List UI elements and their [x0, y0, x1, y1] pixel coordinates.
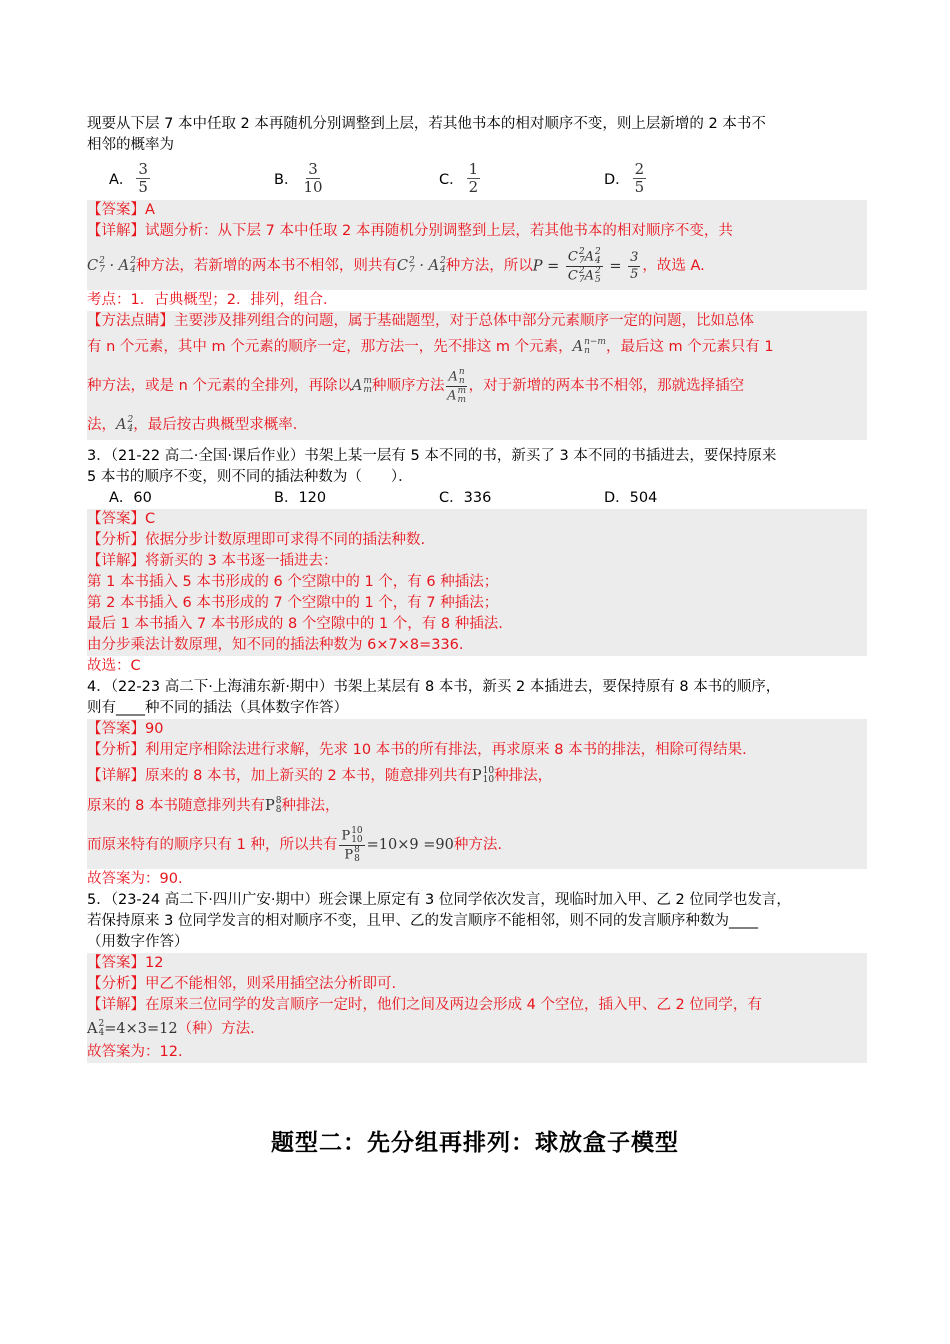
q5-detail-line2: A 2 4 =4×3=12 （种）方法. [87, 1018, 255, 1038]
q2-method-block [87, 311, 867, 440]
q3-conclusion: 故选：C [87, 658, 141, 674]
q2-solution-block [87, 200, 867, 290]
q2-detail-line2: C 2 7 · A 2 4 种方法，若新增的两本书不相邻，则共有 C 2 7 · A 2 4 种方法，所以 P = C 2 7 A 2 4 C 2 7 A 2 5 = $\frac{3}{5}$ ，故选 A. [87, 246, 705, 285]
q2-option-b: B． $\frac{3}{10}$ [274, 159, 323, 196]
q3-line-4: 由分步乘法计数原理，知不同的插法种数为 6×7×8=336. [87, 637, 464, 653]
section-heading: 题型二：先分组再排列：球放盒子模型 [271, 1130, 679, 1156]
a-4-2-result-formula: A 2 4 =4×3=12 [87, 1018, 178, 1038]
q2-option-a: A． $\frac{3}{5}$ [109, 159, 148, 196]
q5-stem-line2: 若保持原来 3 位同学发言的相对顺序不变，且甲、乙的发言顺序不能相邻，则不同的发言顺序种数为____ [87, 913, 758, 929]
q3-option-a: A．60 [109, 490, 152, 506]
c72-a42-formula-2: C 2 7 · A 2 4 [396, 255, 446, 275]
q4-final: 故答案为：90. [87, 871, 183, 887]
q2-detail-line1: 【详解】试题分析：从下层 7 本中任取 2 本再随机分别调整到上层，若其他书本的相对顺序不变，共 [87, 223, 733, 239]
q4-result-formula: =10×9 =90 [366, 836, 454, 853]
q5-answer: 【答案】12 [87, 955, 164, 971]
q5-final: 故答案为：12. [87, 1044, 183, 1060]
q2-method-line3: 种方法，或是 n 个元素的全排列，再除以 A m m 种顺序方法 A n n A m m ，对于新增的两本书不相邻，那就选择插空 [87, 366, 745, 405]
q4-detail-line3: 而原来特有的顺序只有 1 种，所以共有 P 10 10 P 8 8 =10×9 =90 种方法. [87, 825, 502, 864]
a-ratio-formula: A n n A m m [447, 366, 467, 405]
q3-option-d: D．504 [604, 490, 658, 506]
a-4-2-formula: A 2 4 [116, 414, 134, 434]
q4-detail-line1: 【详解】原来的 8 本书，加上新买的 2 本书，随意排列共有 P 10 10 种排法， [87, 765, 553, 785]
q3-line-3: 最后 1 本书插入 7 本书形成的 8 个空隙中的 1 个，有 8 种插法. [87, 616, 503, 632]
a-n-nm-formula: A n−m n [572, 336, 606, 356]
q3-stem-line1: 3．（21-22 高二·全国·课后作业）书架上某一层有 5 本不同的书，新买了 3 本不同的书插进去，要保持原来 [87, 448, 777, 464]
c72-a42-formula: C 2 7 · A 2 4 [87, 255, 136, 275]
q3-line-2: 第 2 本书插入 6 本书形成的 7 个空隙中的 1 个，有 7 种插法； [87, 595, 499, 611]
q3-line-1: 第 1 本书插入 5 本书形成的 6 个空隙中的 1 个，有 6 种插法； [87, 574, 499, 590]
q2-stem-line1: 现要从下层 7 本中任取 2 本再随机分别调整到上层，若其他书本的相对顺序不变，则上层新增的 2 本书不 [87, 116, 766, 132]
q5-stem-line1: 5．（23-24 高二下·四川广安·期中）班会课上原定有 3 位同学依次发言，现临时加入甲、乙 2 位同学也发言， [87, 892, 791, 908]
q4-answer: 【答案】90 [87, 721, 164, 737]
q2-method-line4: 法， A 2 4 ，最后按古典概型求概率． [87, 414, 308, 434]
q4-stem-line1: 4．（22-23 高二下·上海浦东新·期中）书架上某层有 8 本书，新买 2 本插进去，要保持原有 8 本书的顺序， [87, 679, 781, 695]
q3-detail: 【详解】将新买的 3 本书逐一插进去： [87, 553, 338, 569]
q2-options [87, 156, 867, 200]
q2-kaodian: 考点：1．古典概型；2．排列，组合． [87, 290, 867, 311]
q4-detail-line2: 原来的 8 本书随意排列共有 P 8 8 种排法， [87, 795, 340, 815]
q2-method-line1: 【方法点睛】主要涉及排列组合的问题，属于基础题型，对于总体中部分元素顺序一定的问题，比如总体 [87, 313, 754, 329]
document-body [87, 114, 867, 1063]
p-10-10-formula: P 10 10 [471, 765, 495, 785]
q4-stem-line2: 则有____种不同的插法（具体数字作答） [87, 700, 348, 716]
q2-option-d: D． $\frac{2}{5}$ [604, 159, 645, 196]
probability-formula: P = C 2 7 A 2 4 C 2 7 A 2 5 = $\frac{3}{5}$ [532, 246, 639, 285]
q5-detail: 【详解】在原来三位同学的发言顺序一定时，他们之间及两边会形成 4 个空位，插入甲、乙 2 位同学，有 [87, 997, 762, 1013]
q5-stem-line3: （用数字作答） [87, 934, 189, 950]
q3-option-c: C．336 [439, 490, 492, 506]
q2-stem-line2: 相邻的概率为 [87, 137, 174, 153]
q3-analysis: 【分析】依据分步计数原理即可求得不同的插法种数. [87, 532, 426, 548]
q3-solution-block [87, 509, 867, 656]
q4-solution-block [87, 719, 867, 869]
q3-options [87, 488, 867, 509]
p-8-8-formula: P 8 8 [264, 795, 282, 815]
p-ratio-formula: P 10 10 P 8 8 [341, 825, 363, 864]
q3-answer: 【答案】C [87, 511, 156, 527]
q2-option-c: C． $\frac{1}{2}$ [439, 159, 479, 196]
q3-option-b: B．120 [274, 490, 327, 506]
q2-method-line2: 有 n 个元素，其中 m 个元素的顺序一定，那方法一，先不排这 m 个元素， A n−m n ，最后这 m 个元素只有 1 [87, 336, 774, 356]
q4-analysis: 【分析】利用定序相除法进行求解，先求 10 本书的所有排法，再求原来 8 本书的排法，相除可得结果. [87, 742, 747, 758]
a-m-m-formula: A m m [351, 375, 372, 395]
q2-answer: 【答案】A [87, 202, 155, 218]
q3-stem-line2: 5 本书的顺序不变，则不同的插法种数为（ ）． [87, 469, 413, 485]
q5-analysis: 【分析】甲乙不能相邻，则采用插空法分析即可. [87, 976, 397, 992]
q5-solution-block [87, 953, 867, 1063]
